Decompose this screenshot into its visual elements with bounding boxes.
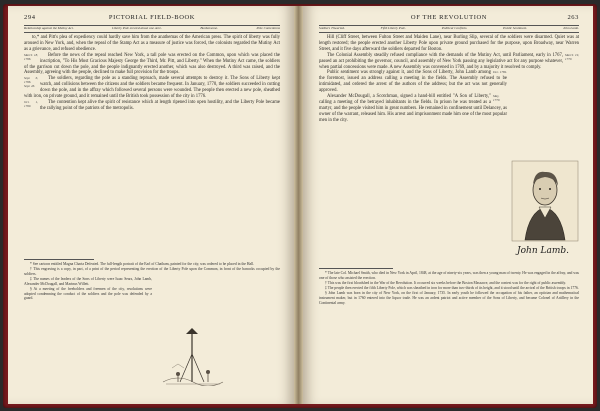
john-lamb-portrait [511, 160, 579, 250]
right-body-text [319, 35, 579, 124]
right-paragraph: Public sentiment was strongly against it, and the Sons of Liberty, John Lamb among the foremost, issued an address calling a meeting in the fields. The Assembly refused to be intimidated, and ordered the arrest of the authors of the address; but the act was not generally approved. [319, 70, 507, 94]
left-running-title: PICTORIAL FIELD-BOOK [108, 14, 196, 21]
left-page [8, 6, 294, 404]
right-section-head: Soldiers Thwarted. [319, 26, 345, 30]
left-margin-note: Oct. 1, 1769. [24, 99, 38, 108]
right-section-head: Public Sentiment. [503, 26, 528, 30]
left-running-head [24, 14, 280, 24]
right-footnote: * The late Col. Michael Smith, who died in New York in April, 1848, at the age of ninety-six years, was then a young man of twenty. He was engaged in the affray, and was one of those who assisted the erection. [319, 271, 579, 280]
left-section-head: Pole Contentions [256, 26, 280, 30]
right-head-rule-bottom [319, 32, 579, 33]
right-margin-note: Dec. 1769. [493, 70, 507, 75]
left-section-head: Burdensome. [200, 26, 219, 30]
left-paragraph: The soldiers, regarding the pole as a standing reproach, made several attempts to destroy it. The Sons of Liberty kept watch, and collisions between the citizens and the soldiers became frequent. In January, 1770, the soldiers succeeded in cutting down the pole, and in the affray which followed several persons were wounded. The people then erected a new pole, sheathed with iron, on private ground, and it remained until the British took possession of the city in 1776. [24, 76, 280, 100]
left-footnotes [24, 262, 280, 302]
right-running-head [319, 14, 579, 24]
right-section-head: Political Conflicts. [441, 26, 468, 30]
right-margin-note: March 19, 1770. [565, 52, 579, 61]
right-paragraph: Hill (Cliff Street, between Fulton Street and Maiden Lane), near Burling Slip, several of the soldiers were disarmed. Quiet was at length restored; the people erected another Liberty Pole upon private ground purchased for the purpose, upon Broadway, near Warren Street, and it five days afterward the soldiers departed for Boston. [319, 35, 579, 52]
left-page-number: 294 [24, 14, 36, 21]
right-running-title: OF THE REVOLUTION [410, 14, 488, 21]
left-footnote: § At a meeting of the freeholders and freemen of the city, resolutions were adopted condemning the conduct of the soldiers and the pole was defended by a guard. [24, 287, 152, 301]
right-page [303, 6, 593, 404]
left-paragraph: to,* and Pitt's plea of expediency could hardly save him from the anathemas of the American press. The spirit of liberty was fully aroused in New York, and, when the repeal of the Stamp Act as a measure of justice was forced, the colonists regarded the Mutiny Act as a grievance, and refused obedience. [24, 35, 280, 52]
right-paragraph: The Colonial Assembly steadily refused compliance with the demands of the Mutiny Act, until Parliament, early in 1767, passed an act prohibiting the governor, council, and assembly of New York passing any legislative act for any purpose whatever, when partial concessions were made. A new Assembly was convened in 1769, and by a majority it resolved to comply. [319, 52, 563, 70]
john-lamb-signature: John Lamb. [517, 246, 569, 256]
left-paragraph: Before the news of the repeal reached New York, a tall pole was erected on the Common, upon which was placed the inscription, "To His Most Gracious Majesty George the Third, Mr. Pitt, and Liberty." When the Mutiny Act came, the soldiers of the garrison cut down the pole, and the people indignantly erected another, which was also destroyed. A third was raised, and the Assembly, agreeing with the people, declined to make full provision for the troops. [24, 52, 280, 76]
right-page-number: 263 [567, 14, 579, 21]
left-paragraph: The contention kept alive the spirit of resistance which at length ripened into open hostility, and the Liberty Pole became the rallying point of the patriots of the metropolis. [40, 99, 280, 111]
right-footnote-rule [319, 268, 393, 269]
left-margin-note: March 18, 1766. [24, 52, 38, 61]
right-section-head: Fifth Liberty Pole. [380, 26, 406, 30]
left-footnote: * See cartoon entitled Magna Charta Defeated. The full-length portrait of the Earl of Chatham, painted for the city, was ordered to be placed in the Hall. [30, 262, 255, 266]
left-section-head: Liberty Pole erected about one Acre. [112, 26, 162, 30]
right-footnote: † This was the first bloodshed in the War of the Revolution. It occurred six weeks before the Boston Massacre, and the contest was for the right of public assembly. [325, 280, 567, 285]
left-body-text [24, 35, 280, 112]
liberty-pole-engraving [158, 324, 228, 386]
left-margin-note: Sept. 6, 1766. Sept. 26. [24, 76, 38, 89]
book-gutter [294, 6, 303, 404]
right-footnotes [319, 271, 579, 306]
left-section-head: Relationship against the Mutiny Act. [24, 26, 74, 30]
left-head-rule-bottom [24, 32, 280, 33]
right-footnote: ‡ The people then erected the fifth Liberty Pole, which was sheathed in iron for more than two-thirds of its height, and it stood until the arrival of the British troops in 1776. [325, 286, 579, 291]
left-footnote-rule [24, 259, 94, 260]
left-footnote: ‡ The names of the leaders of the Sons of Liberty were Isaac Sears, John Lamb, Alexander McDougall, and Marinus Willett. [24, 277, 152, 286]
left-footnote: † This engraving is a copy, in part, of a print of the period representing the erection of the Liberty Pole upon the Common, in front of the barracks occupied by the soldiers. [24, 267, 280, 276]
right-margin-note: May, 1770. [493, 94, 501, 103]
right-footnote: § John Lamb was born in the city of New York, on the first of January, 1735. In early youth he followed the occupation of his father, an optician and mathematical instrument maker, but in 1760 entered into the liquor trade. He was an ardent patriot and active member of the Sons of Liberty, and became Colonel of Artillery in the Continental army. [319, 291, 579, 305]
right-paragraph: Alexander McDougall, a Scotchman, signed a hand-bill entitled "A Son of Liberty," calling a meeting of the betrayed inhabitants in the fields. In prison he was treated as a martyr, and the people visited him in great numbers. He remained in confinement until Delancey, as owner of the warrant, released him. His arrest and imprisonment made him one of the most popular men in the city. [319, 94, 507, 123]
right-section-head: John Lamb. [562, 26, 579, 30]
